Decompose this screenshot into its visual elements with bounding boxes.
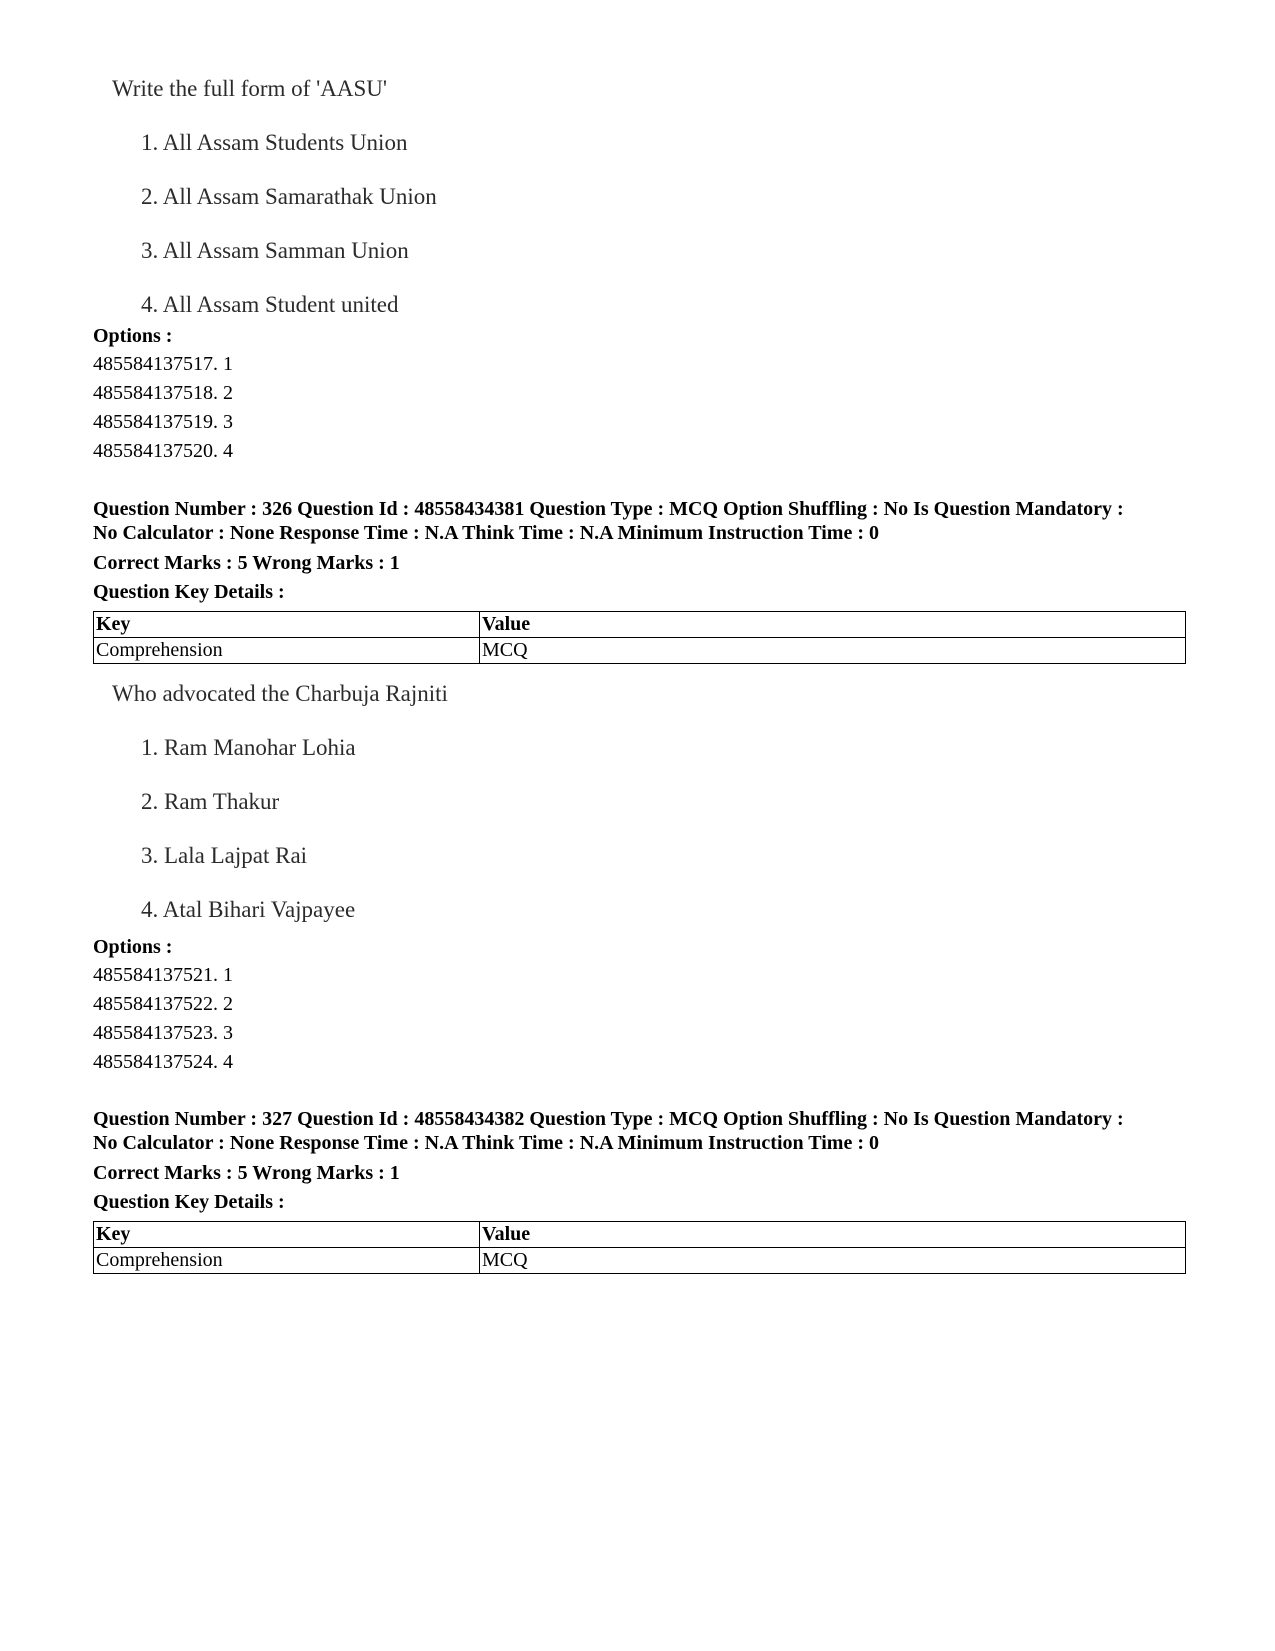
question-meta-line: Question Number : 326 Question Id : 48558434381 Question Type : MCQ Option Shuffling : No Is Question Mandatory : bbox=[93, 498, 1124, 520]
options-list bbox=[93, 322, 233, 466]
question-stem: Write the full form of 'AASU' bbox=[112, 76, 388, 101]
option-item: 485584137517. 1 bbox=[93, 353, 233, 375]
question-meta bbox=[93, 497, 1203, 664]
question-meta-line: No Calculator : None Response Time : N.A Think Time : N.A Minimum Instruction Time : 0 bbox=[93, 1132, 879, 1154]
marks-line: Correct Marks : 5 Wrong Marks : 1 bbox=[93, 1162, 400, 1184]
key-details-title: Question Key Details : bbox=[93, 581, 285, 603]
table-row bbox=[94, 1248, 1186, 1274]
options-label: Options : bbox=[93, 936, 173, 958]
question-choice: 1. Ram Manohar Lohia bbox=[141, 735, 356, 760]
option-item: 485584137521. 1 bbox=[93, 964, 233, 986]
question-choice: 3. All Assam Samman Union bbox=[141, 238, 409, 263]
option-item: 485584137520. 4 bbox=[93, 440, 233, 462]
key-details-table bbox=[93, 1221, 1186, 1274]
options-list bbox=[93, 933, 233, 1077]
table-cell: Comprehension bbox=[94, 1248, 480, 1274]
table-header-cell: Value bbox=[480, 612, 1186, 638]
question-choice: 4. Atal Bihari Vajpayee bbox=[141, 897, 356, 922]
key-details-title: Question Key Details : bbox=[93, 1191, 285, 1213]
table-cell: Comprehension bbox=[94, 638, 480, 664]
table-header-row bbox=[94, 1222, 1186, 1248]
option-item: 485584137522. 2 bbox=[93, 993, 233, 1015]
question-meta bbox=[93, 1107, 1203, 1274]
table-header-row bbox=[94, 612, 1186, 638]
table-header-cell: Key bbox=[94, 612, 480, 638]
option-item: 485584137519. 3 bbox=[93, 411, 233, 433]
table-header-cell: Value bbox=[480, 1222, 1186, 1248]
question-choice: 2. All Assam Samarathak Union bbox=[141, 184, 437, 209]
marks-line: Correct Marks : 5 Wrong Marks : 1 bbox=[93, 552, 400, 574]
options-label: Options : bbox=[93, 325, 173, 347]
table-header-cell: Key bbox=[94, 1222, 480, 1248]
question-meta-line: No Calculator : None Response Time : N.A Think Time : N.A Minimum Instruction Time : 0 bbox=[93, 522, 879, 544]
question-choice: 3. Lala Lajpat Rai bbox=[141, 843, 308, 868]
table-cell: MCQ bbox=[480, 638, 1186, 664]
option-item: 485584137524. 4 bbox=[93, 1051, 233, 1073]
question-image bbox=[112, 679, 532, 925]
question-choice: 2. Ram Thakur bbox=[141, 789, 280, 814]
option-item: 485584137523. 3 bbox=[93, 1022, 233, 1044]
option-item: 485584137518. 2 bbox=[93, 382, 233, 404]
table-cell: MCQ bbox=[480, 1248, 1186, 1274]
question-image bbox=[112, 74, 532, 320]
key-details-table bbox=[93, 611, 1186, 664]
question-choice: 4. All Assam Student united bbox=[141, 292, 399, 317]
question-choice: 1. All Assam Students Union bbox=[141, 130, 408, 155]
question-meta-line: Question Number : 327 Question Id : 48558434382 Question Type : MCQ Option Shuffling : No Is Question Mandatory : bbox=[93, 1108, 1124, 1130]
question-stem: Who advocated the Charbuja Rajniti bbox=[112, 681, 448, 706]
table-row bbox=[94, 638, 1186, 664]
